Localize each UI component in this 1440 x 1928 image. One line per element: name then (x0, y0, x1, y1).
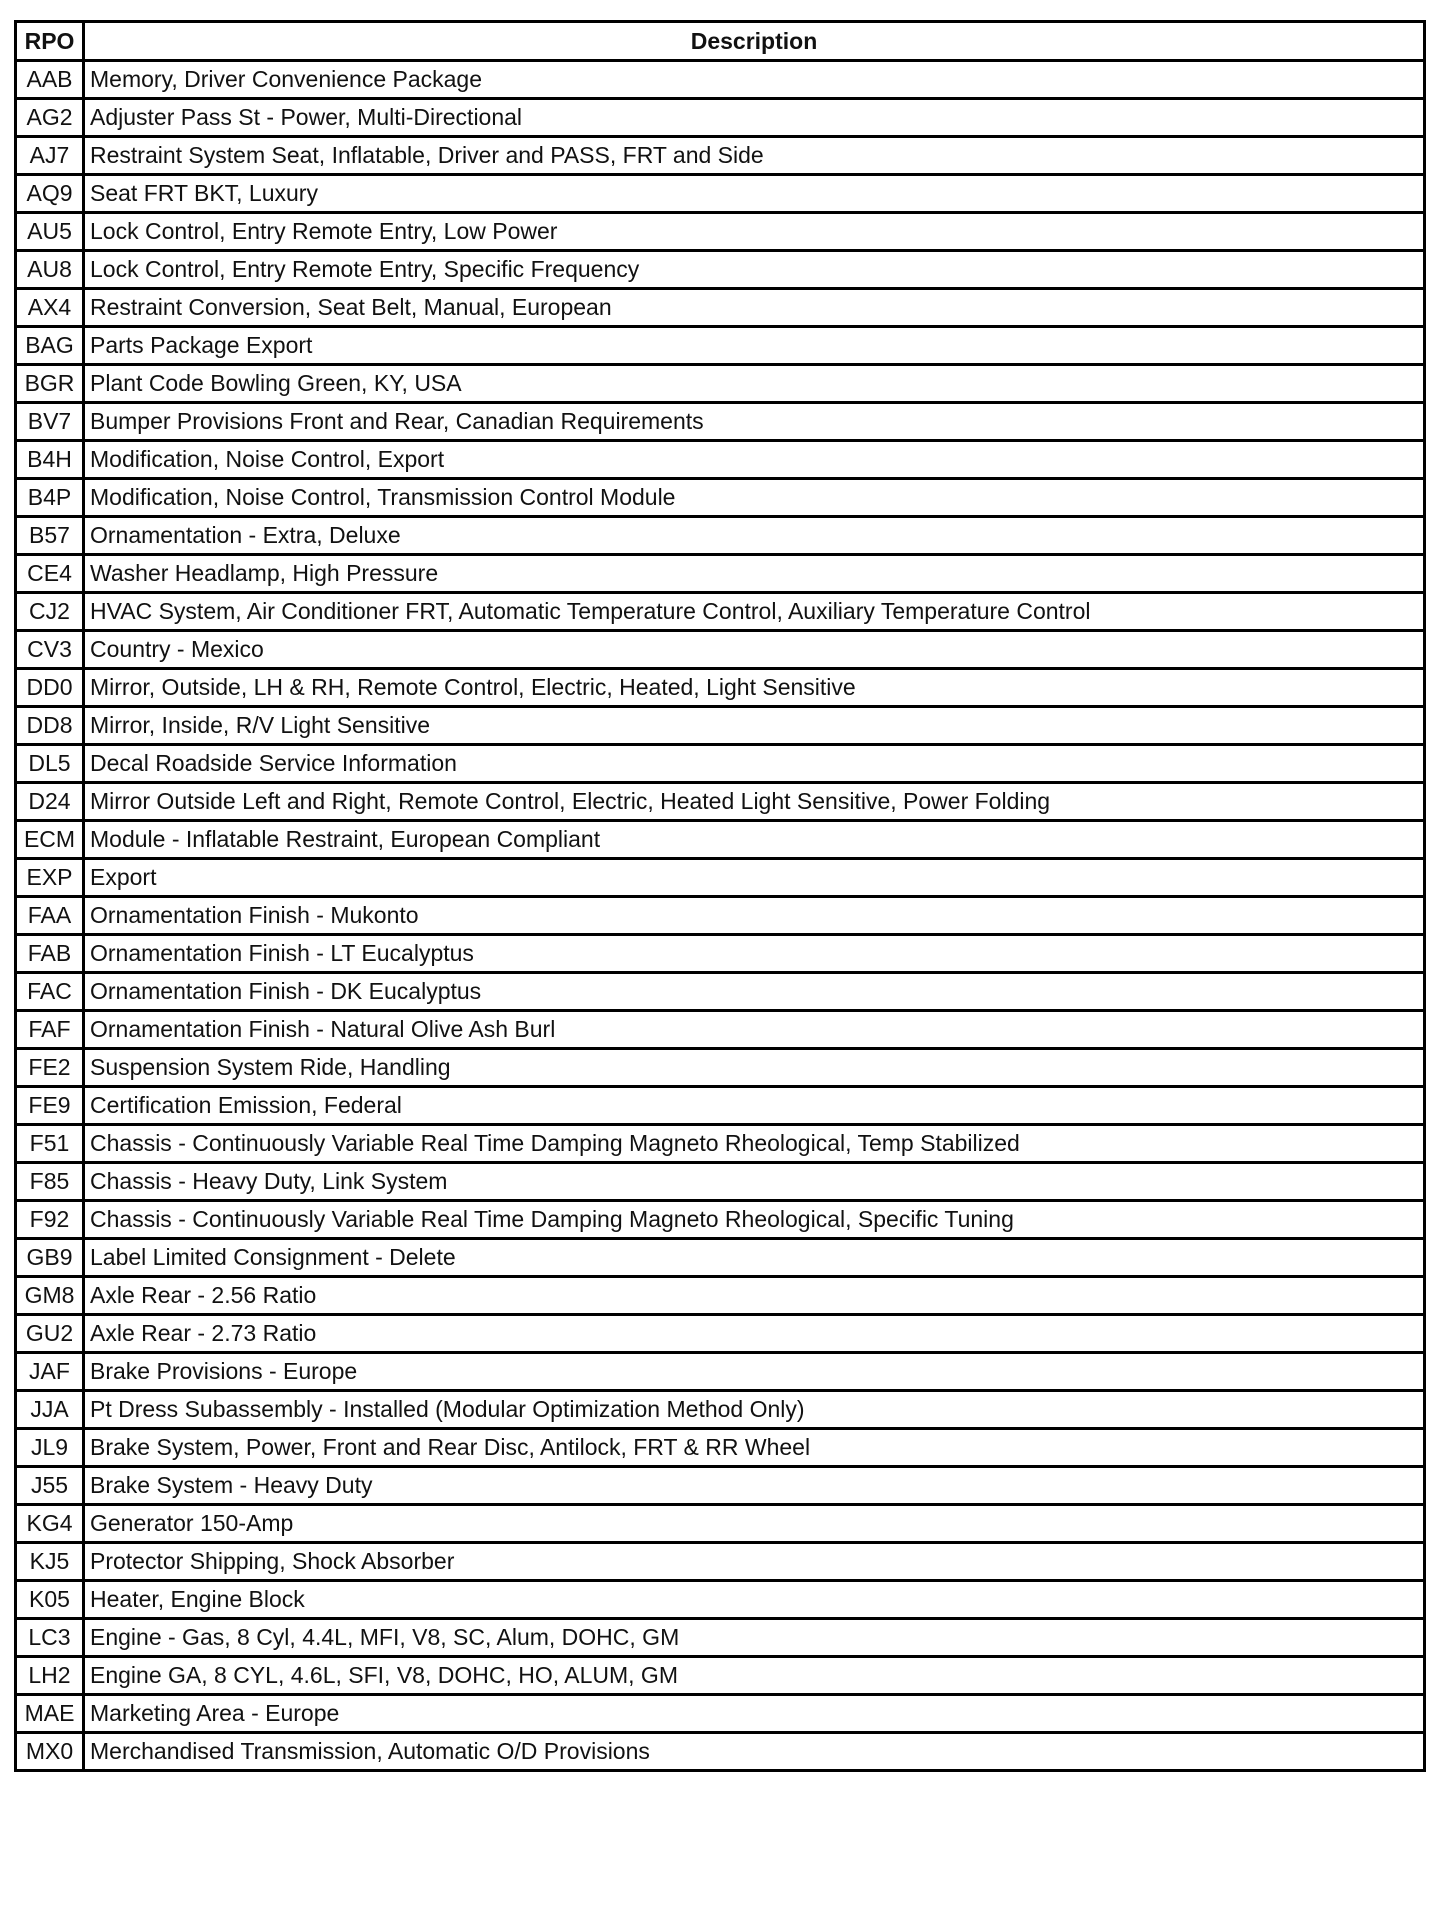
table-row (16, 1581, 1425, 1619)
table-row (16, 365, 1425, 403)
description-cell: Ornamentation Finish - Mukonto (84, 897, 1425, 935)
rpo-code-cell: DD8 (16, 707, 84, 745)
table-row (16, 935, 1425, 973)
table-row (16, 1619, 1425, 1657)
rpo-code-cell: AU8 (16, 251, 84, 289)
rpo-code-cell: DL5 (16, 745, 84, 783)
description-cell: Heater, Engine Block (84, 1581, 1425, 1619)
description-cell: Axle Rear - 2.73 Ratio (84, 1315, 1425, 1353)
description-cell: Mirror, Inside, R/V Light Sensitive (84, 707, 1425, 745)
description-cell: Chassis - Continuously Variable Real Time Damping Magneto Rheological, Specific Tuning (84, 1201, 1425, 1239)
description-cell: Mirror Outside Left and Right, Remote Control, Electric, Heated Light Sensitive, Power Folding (84, 783, 1425, 821)
rpo-code-cell: F92 (16, 1201, 84, 1239)
table-row (16, 1391, 1425, 1429)
table-row (16, 327, 1425, 365)
rpo-code-cell: KJ5 (16, 1543, 84, 1581)
table-row (16, 783, 1425, 821)
rpo-code-cell: LH2 (16, 1657, 84, 1695)
table-row (16, 99, 1425, 137)
description-cell: Brake System, Power, Front and Rear Disc, Antilock, FRT & RR Wheel (84, 1429, 1425, 1467)
table-row (16, 593, 1425, 631)
description-cell: Marketing Area - Europe (84, 1695, 1425, 1733)
rpo-code-cell: JJA (16, 1391, 84, 1429)
rpo-code-cell: MX0 (16, 1733, 84, 1771)
description-cell: Merchandised Transmission, Automatic O/D Provisions (84, 1733, 1425, 1771)
table-row (16, 745, 1425, 783)
rpo-table-container (14, 20, 1426, 1772)
table-row (16, 1695, 1425, 1733)
table-row (16, 821, 1425, 859)
table-row (16, 61, 1425, 99)
table-row (16, 859, 1425, 897)
rpo-code-cell: FE9 (16, 1087, 84, 1125)
rpo-code-cell: FE2 (16, 1049, 84, 1087)
description-cell: Restraint Conversion, Seat Belt, Manual, European (84, 289, 1425, 327)
rpo-code-cell: AG2 (16, 99, 84, 137)
table-row (16, 1163, 1425, 1201)
rpo-code-cell: BV7 (16, 403, 84, 441)
rpo-code-cell: FAA (16, 897, 84, 935)
table-row (16, 1125, 1425, 1163)
table-row (16, 1505, 1425, 1543)
table-row (16, 1543, 1425, 1581)
rpo-code-cell: DD0 (16, 669, 84, 707)
rpo-code-cell: B4H (16, 441, 84, 479)
table-row (16, 707, 1425, 745)
description-cell: Axle Rear - 2.56 Ratio (84, 1277, 1425, 1315)
rpo-code-cell: K05 (16, 1581, 84, 1619)
rpo-code-cell: JAF (16, 1353, 84, 1391)
rpo-code-cell: D24 (16, 783, 84, 821)
description-cell: Ornamentation Finish - LT Eucalyptus (84, 935, 1425, 973)
description-cell: Protector Shipping, Shock Absorber (84, 1543, 1425, 1581)
rpo-code-cell: AJ7 (16, 137, 84, 175)
table-row (16, 403, 1425, 441)
rpo-code-cell: J55 (16, 1467, 84, 1505)
table-body (16, 61, 1425, 1771)
rpo-table (14, 20, 1426, 1772)
rpo-code-cell: CE4 (16, 555, 84, 593)
description-cell: Label Limited Consignment - Delete (84, 1239, 1425, 1277)
table-row (16, 517, 1425, 555)
rpo-code-cell: LC3 (16, 1619, 84, 1657)
description-cell: HVAC System, Air Conditioner FRT, Automatic Temperature Control, Auxiliary Temperature Control (84, 593, 1425, 631)
rpo-code-cell: EXP (16, 859, 84, 897)
description-cell: Adjuster Pass St - Power, Multi-Directional (84, 99, 1425, 137)
table-row (16, 1277, 1425, 1315)
description-cell: Pt Dress Subassembly - Installed (Modular Optimization Method Only) (84, 1391, 1425, 1429)
rpo-code-cell: GM8 (16, 1277, 84, 1315)
table-row (16, 1429, 1425, 1467)
rpo-code-cell: CV3 (16, 631, 84, 669)
table-header-row (16, 22, 1425, 61)
description-cell: Plant Code Bowling Green, KY, USA (84, 365, 1425, 403)
description-cell: Washer Headlamp, High Pressure (84, 555, 1425, 593)
description-cell: Modification, Noise Control, Transmission Control Module (84, 479, 1425, 517)
description-cell: Parts Package Export (84, 327, 1425, 365)
description-cell: Lock Control, Entry Remote Entry, Low Power (84, 213, 1425, 251)
description-cell: Certification Emission, Federal (84, 1087, 1425, 1125)
table-row (16, 251, 1425, 289)
description-cell: Module - Inflatable Restraint, European Compliant (84, 821, 1425, 859)
table-row (16, 973, 1425, 1011)
column-header-rpo: RPO (16, 22, 84, 61)
description-cell: Restraint System Seat, Inflatable, Driver and PASS, FRT and Side (84, 137, 1425, 175)
description-cell: Suspension System Ride, Handling (84, 1049, 1425, 1087)
description-cell: Ornamentation Finish - DK Eucalyptus (84, 973, 1425, 1011)
table-row (16, 1353, 1425, 1391)
table-row (16, 1733, 1425, 1771)
table-row (16, 213, 1425, 251)
table-row (16, 1011, 1425, 1049)
rpo-code-cell: KG4 (16, 1505, 84, 1543)
rpo-code-cell: MAE (16, 1695, 84, 1733)
table-row (16, 1239, 1425, 1277)
table-row (16, 441, 1425, 479)
table-row (16, 1315, 1425, 1353)
description-cell: Modification, Noise Control, Export (84, 441, 1425, 479)
rpo-code-cell: GB9 (16, 1239, 84, 1277)
description-cell: Country - Mexico (84, 631, 1425, 669)
table-row (16, 175, 1425, 213)
description-cell: Engine - Gas, 8 Cyl, 4.4L, MFI, V8, SC, Alum, DOHC, GM (84, 1619, 1425, 1657)
table-row (16, 1657, 1425, 1695)
table-row (16, 669, 1425, 707)
table-row (16, 1087, 1425, 1125)
description-cell: Engine GA, 8 CYL, 4.6L, SFI, V8, DOHC, HO, ALUM, GM (84, 1657, 1425, 1695)
column-header-description: Description (84, 22, 1425, 61)
table-row (16, 1467, 1425, 1505)
rpo-code-cell: BAG (16, 327, 84, 365)
table-row (16, 897, 1425, 935)
rpo-code-cell: ECM (16, 821, 84, 859)
description-cell: Chassis - Continuously Variable Real Time Damping Magneto Rheological, Temp Stabilized (84, 1125, 1425, 1163)
description-cell: Mirror, Outside, LH & RH, Remote Control, Electric, Heated, Light Sensitive (84, 669, 1425, 707)
table-row (16, 1049, 1425, 1087)
description-cell: Ornamentation Finish - Natural Olive Ash Burl (84, 1011, 1425, 1049)
table-row (16, 1201, 1425, 1239)
table-row (16, 137, 1425, 175)
description-cell: Memory, Driver Convenience Package (84, 61, 1425, 99)
rpo-code-cell: FAB (16, 935, 84, 973)
rpo-code-cell: F51 (16, 1125, 84, 1163)
rpo-code-cell: JL9 (16, 1429, 84, 1467)
table-row (16, 289, 1425, 327)
rpo-code-cell: F85 (16, 1163, 84, 1201)
rpo-code-cell: GU2 (16, 1315, 84, 1353)
rpo-code-cell: CJ2 (16, 593, 84, 631)
description-cell: Bumper Provisions Front and Rear, Canadian Requirements (84, 403, 1425, 441)
rpo-code-cell: FAC (16, 973, 84, 1011)
description-cell: Lock Control, Entry Remote Entry, Specific Frequency (84, 251, 1425, 289)
description-cell: Chassis - Heavy Duty, Link System (84, 1163, 1425, 1201)
rpo-code-cell: B57 (16, 517, 84, 555)
table-row (16, 479, 1425, 517)
table-row (16, 631, 1425, 669)
description-cell: Export (84, 859, 1425, 897)
rpo-code-cell: AAB (16, 61, 84, 99)
description-cell: Brake System - Heavy Duty (84, 1467, 1425, 1505)
table-row (16, 555, 1425, 593)
description-cell: Seat FRT BKT, Luxury (84, 175, 1425, 213)
rpo-code-cell: BGR (16, 365, 84, 403)
description-cell: Ornamentation - Extra, Deluxe (84, 517, 1425, 555)
rpo-code-cell: B4P (16, 479, 84, 517)
description-cell: Decal Roadside Service Information (84, 745, 1425, 783)
rpo-code-cell: AQ9 (16, 175, 84, 213)
description-cell: Generator 150-Amp (84, 1505, 1425, 1543)
rpo-code-cell: FAF (16, 1011, 84, 1049)
rpo-code-cell: AX4 (16, 289, 84, 327)
description-cell: Brake Provisions - Europe (84, 1353, 1425, 1391)
rpo-code-cell: AU5 (16, 213, 84, 251)
